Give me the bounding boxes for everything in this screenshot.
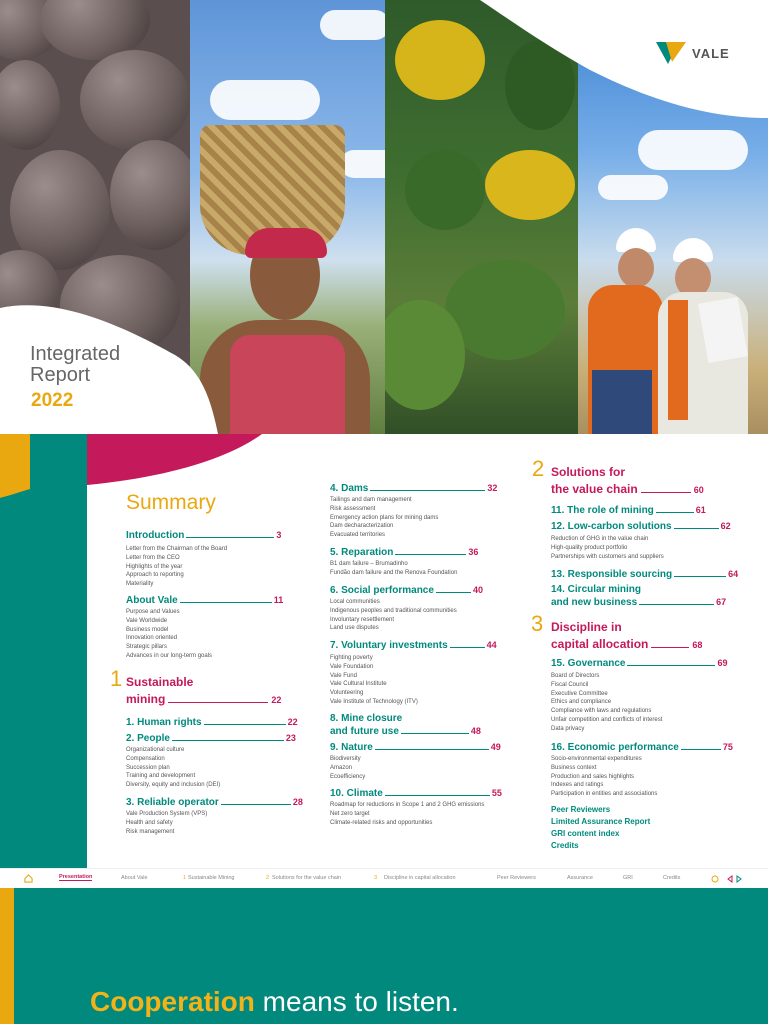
toc-nature-items <box>330 755 365 781</box>
toc-subitem[interactable]: Succession plan <box>126 764 170 771</box>
gri-content-index-link[interactable]: GRI content index <box>551 829 620 838</box>
toc-page: 67 <box>716 597 727 607</box>
vale-logo <box>656 40 730 66</box>
toc-part-sustainable-mining[interactable] <box>126 674 281 709</box>
toc-about-vale[interactable] <box>126 595 283 606</box>
part-title-line1: Solutions for <box>551 465 625 479</box>
toc-subitem[interactable]: Volunteering <box>330 690 364 697</box>
toc-subitem[interactable]: Materiality <box>126 581 154 588</box>
toc-subitem[interactable]: Climate-related risks and opportunities <box>330 819 433 826</box>
bottom-nav-bar <box>0 868 768 889</box>
toc-subitem[interactable]: Indexes and ratings <box>551 782 604 789</box>
previous-page-icon[interactable] <box>726 875 734 883</box>
toc-subitem[interactable]: Training and development <box>126 773 196 780</box>
toc-subitem[interactable]: Tailings and dam management <box>330 497 412 503</box>
toc-subitem[interactable]: Vale Worldwide <box>126 617 168 624</box>
toc-label: 11. The role of mining <box>551 505 654 516</box>
toc-page: 75 <box>722 742 733 752</box>
toc-low-carbon-items <box>551 535 664 561</box>
toc-subitem[interactable]: Vale Production System (VPS) <box>126 811 208 817</box>
toc-governance[interactable] <box>551 658 728 669</box>
toc-subitem[interactable]: Approach to reporting <box>126 572 184 579</box>
toc-subitem[interactable]: Fiscal Council <box>551 681 589 688</box>
part-title-line1: Sustainable <box>126 675 194 689</box>
toc-subitem[interactable]: Vale Institute of Technology (ITV) <box>330 698 418 705</box>
toc-subitem[interactable]: Evacuated territories <box>330 532 386 539</box>
toc-page: 48 <box>470 726 481 736</box>
toc-subitem[interactable]: Health and safety <box>126 819 173 826</box>
toc-page: 64 <box>728 569 739 579</box>
toc-page: 44 <box>486 640 497 650</box>
toc-subitem[interactable]: Purpose and Values <box>126 609 180 615</box>
toc-page: 36 <box>468 547 479 557</box>
toc-label-line2: and future use <box>330 726 399 737</box>
peer-reviewers-link[interactable]: Peer Reviewers <box>551 805 611 814</box>
toc-economic-performance[interactable] <box>551 742 733 753</box>
toc-subitem[interactable]: Vale Fund <box>330 672 357 679</box>
toc-dams[interactable] <box>330 483 497 494</box>
toc-voluntary-investments[interactable] <box>330 640 497 651</box>
toc-label: 9. Nature <box>330 742 373 753</box>
toc-label-line1: 8. Mine closure <box>330 713 403 724</box>
toc-governance-items <box>551 672 662 734</box>
toc-subitem[interactable]: Strategic pillars <box>126 644 168 651</box>
toc-label-line2: and new business <box>551 597 638 608</box>
toc-page: 23 <box>285 733 296 743</box>
home-icon[interactable] <box>24 874 33 883</box>
toc-subitem[interactable]: High-quality product portfolio <box>551 544 628 551</box>
toc-page: 11 <box>273 595 284 605</box>
toc-mine-closure[interactable] <box>330 713 481 738</box>
toc-subitem[interactable]: Land use disputes <box>330 625 379 632</box>
toc-subitem[interactable]: Biodiversity <box>330 756 361 762</box>
toc-subitem[interactable]: Net zero target <box>330 810 370 817</box>
toc-subitem[interactable]: Organizational culture <box>126 747 185 753</box>
report-title-line2: Report <box>30 364 91 386</box>
headline-highlight: Cooperation <box>90 986 255 1017</box>
toc-nature[interactable] <box>330 742 501 753</box>
toc-climate[interactable] <box>330 788 502 799</box>
nav-assurance[interactable]: Assurance <box>567 875 593 881</box>
nav-about-vale[interactable]: About Vale <box>121 875 148 881</box>
toc-reparation[interactable] <box>330 547 478 558</box>
nav-discipline[interactable]: Discipline in capital allocation <box>384 875 456 881</box>
toc-label-line1: 14. Circular mining <box>551 584 642 595</box>
toc-subitem[interactable]: Innovation oriented <box>126 635 178 642</box>
toc-subitem[interactable]: Risk assessment <box>330 505 376 512</box>
toc-label: 10. Climate <box>330 788 383 799</box>
part-number-3: 3 <box>531 611 544 636</box>
toc-page: 49 <box>490 742 501 752</box>
toc-introduction[interactable] <box>126 530 281 541</box>
toc-page: 69 <box>717 658 728 668</box>
part-title-line2: the value chain <box>551 482 638 496</box>
toc-page: 3 <box>276 530 282 540</box>
cooperation-banner <box>0 888 768 1024</box>
toc-subitem[interactable]: Letter from the Chairman of the Board <box>126 546 228 552</box>
toc-subitem[interactable]: Production and sales highlights <box>551 773 635 780</box>
part-title-line2: capital allocation <box>551 637 649 651</box>
toc-subitem[interactable]: Ecoefficiency <box>330 773 366 780</box>
toc-page: 61 <box>695 505 706 515</box>
toc-label: 2. People <box>126 733 170 744</box>
report-year: 2022 <box>31 390 74 411</box>
toc-subitem[interactable]: Diversity, equity and inclusion (DEI) <box>126 782 221 789</box>
toc-reparation-items <box>330 560 457 578</box>
toc-subitem[interactable]: Compliance with laws and regulations <box>551 708 652 715</box>
report-title <box>30 344 120 386</box>
toc-part-solutions[interactable] <box>551 464 704 499</box>
vale-logo-icon <box>656 40 686 66</box>
toc-subitem[interactable]: Reduction of GHG in the value chain <box>551 536 649 542</box>
cover <box>0 0 768 434</box>
toc-subitem[interactable]: Data privacy <box>551 725 585 732</box>
toc-subitem[interactable]: Letter from the CEO <box>126 554 180 561</box>
nav-solutions[interactable]: Solutions for the value chain <box>272 875 342 881</box>
toc-label: 6. Social performance <box>330 585 434 596</box>
toc-subitem[interactable]: Socio-environmental expenditures <box>551 756 642 762</box>
toc-page: 22 <box>287 717 298 727</box>
credits-link[interactable]: Credits <box>551 841 579 850</box>
toc-label: 1. Human rights <box>126 717 202 728</box>
toc-reliable-operator[interactable] <box>126 797 303 808</box>
toc-introduction-items <box>126 545 227 589</box>
toc-subitem[interactable]: Fundão dam failure and the Renova Foundation <box>330 569 458 576</box>
toc-subitem[interactable]: Fighting poverty <box>330 655 373 661</box>
toc-subitem[interactable]: Involuntary resettlement <box>330 616 395 623</box>
toc-subitem[interactable]: Roadmap for reductions in Scope 1 and 2 GHG emissions <box>330 802 485 808</box>
back-circle-icon[interactable] <box>711 875 719 883</box>
toc-subitem[interactable]: Partnerships with customers and suppliers <box>551 553 664 560</box>
toc-subitem[interactable]: B1 dam failure – Brumadinho <box>330 561 408 567</box>
part-title-line2: mining <box>126 692 166 706</box>
toc-responsible-sourcing[interactable] <box>551 569 738 580</box>
toc-page: 60 <box>693 485 704 495</box>
toc-subitem[interactable]: Compensation <box>126 755 165 762</box>
toc-label: 13. Responsible sourcing <box>551 569 673 580</box>
toc-social-items <box>330 598 457 633</box>
toc-subitem[interactable]: Local communities <box>330 599 380 605</box>
toc-page: 40 <box>472 585 483 595</box>
summary-heading: Summary <box>126 491 216 514</box>
toc-label: 12. Low-carbon solutions <box>551 521 672 532</box>
toc-economic-items <box>551 755 657 799</box>
headline-rest: means to listen. <box>254 986 459 1017</box>
toc-label: About Vale <box>126 595 178 606</box>
toc-subitem[interactable]: Risk management <box>126 828 175 835</box>
toc-page: 62 <box>720 521 731 531</box>
limited-assurance-link[interactable]: Limited Assurance Report <box>551 817 651 826</box>
nav-num-3: 3 <box>374 875 378 881</box>
nav-peer-reviewers[interactable]: Peer Reviewers <box>497 875 536 881</box>
toc-page: 28 <box>292 797 303 807</box>
toc-subitem[interactable]: Vale Foundation <box>330 663 374 670</box>
nav-num-1: 1 <box>183 875 187 881</box>
vale-logo-text: VALE <box>692 45 730 61</box>
toc-social-performance[interactable] <box>330 585 483 596</box>
toc-subitem[interactable]: Business model <box>126 626 169 633</box>
toc-subitem[interactable]: Emergency action plans for mining dams <box>330 514 439 521</box>
report-title-line1: Integrated <box>30 343 121 365</box>
toc-label: 5. Reparation <box>330 547 394 558</box>
toc-part-discipline[interactable] <box>551 619 702 654</box>
toc-label: Introduction <box>126 530 185 541</box>
toc-voluntary-items <box>330 654 418 707</box>
toc-subitem[interactable]: Executive Committee <box>551 690 608 697</box>
nav-sustainable-mining[interactable]: Sustainable Mining <box>188 875 235 881</box>
toc-role-of-mining[interactable] <box>551 505 706 516</box>
part-title-line1: Discipline in <box>551 620 622 634</box>
toc-about-items <box>126 608 212 661</box>
toc-extra-links <box>551 804 650 852</box>
cooperation-headline <box>90 986 459 1018</box>
toc-circular-mining[interactable] <box>551 583 726 609</box>
toc-subitem[interactable]: Dam decharacterization <box>330 523 394 530</box>
part-number-2: 2 <box>532 456 545 481</box>
toc-label: 15. Governance <box>551 658 626 669</box>
toc-subitem[interactable]: Participation in entities and associations <box>551 791 658 798</box>
toc-label: 16. Economic performance <box>551 742 679 753</box>
toc-low-carbon[interactable] <box>551 521 731 532</box>
toc-label: 7. Voluntary investments <box>330 640 448 651</box>
toc-people[interactable] <box>126 733 296 744</box>
toc-human-rights[interactable] <box>126 717 298 728</box>
toc-climate-items <box>330 801 484 827</box>
toc-page: 55 <box>491 788 502 798</box>
toc-subitem[interactable]: Indigenous peoples and traditional communities <box>330 607 457 614</box>
toc-page: 68 <box>692 640 703 650</box>
toc-subitem[interactable]: Board of Directors <box>551 673 600 679</box>
toc-subitem[interactable]: Unfair competition and conflicts of interest <box>551 716 663 723</box>
toc-label: 4. Dams <box>330 483 369 494</box>
nav-gri[interactable]: GRI <box>623 875 633 881</box>
toc-label: 3. Reliable operator <box>126 797 219 808</box>
toc-page: 22 <box>271 695 282 705</box>
nav-presentation[interactable]: Presentation <box>59 874 93 880</box>
toc-subitem[interactable]: Highlights of the year <box>126 563 183 570</box>
yellow-stripe <box>0 888 14 1024</box>
part-number-1: 1 <box>110 666 123 691</box>
nav-credits[interactable]: Credits <box>663 875 681 881</box>
nav-num-2: 2 <box>266 875 270 881</box>
next-page-icon[interactable] <box>735 875 743 883</box>
toc-subitem[interactable]: Vale Cultural Institute <box>330 681 387 688</box>
toc-subitem[interactable]: Advances in our long-term goals <box>126 652 213 659</box>
toc-reliable-operator-items <box>126 810 207 836</box>
toc-page: 32 <box>487 483 498 493</box>
toc-subitem[interactable]: Amazon <box>330 764 353 771</box>
toc-people-items <box>126 746 220 790</box>
toc-subitem[interactable]: Ethics and compliance <box>551 699 612 706</box>
toc-dams-items <box>330 496 438 540</box>
toc-subitem[interactable]: Business context <box>551 764 597 771</box>
